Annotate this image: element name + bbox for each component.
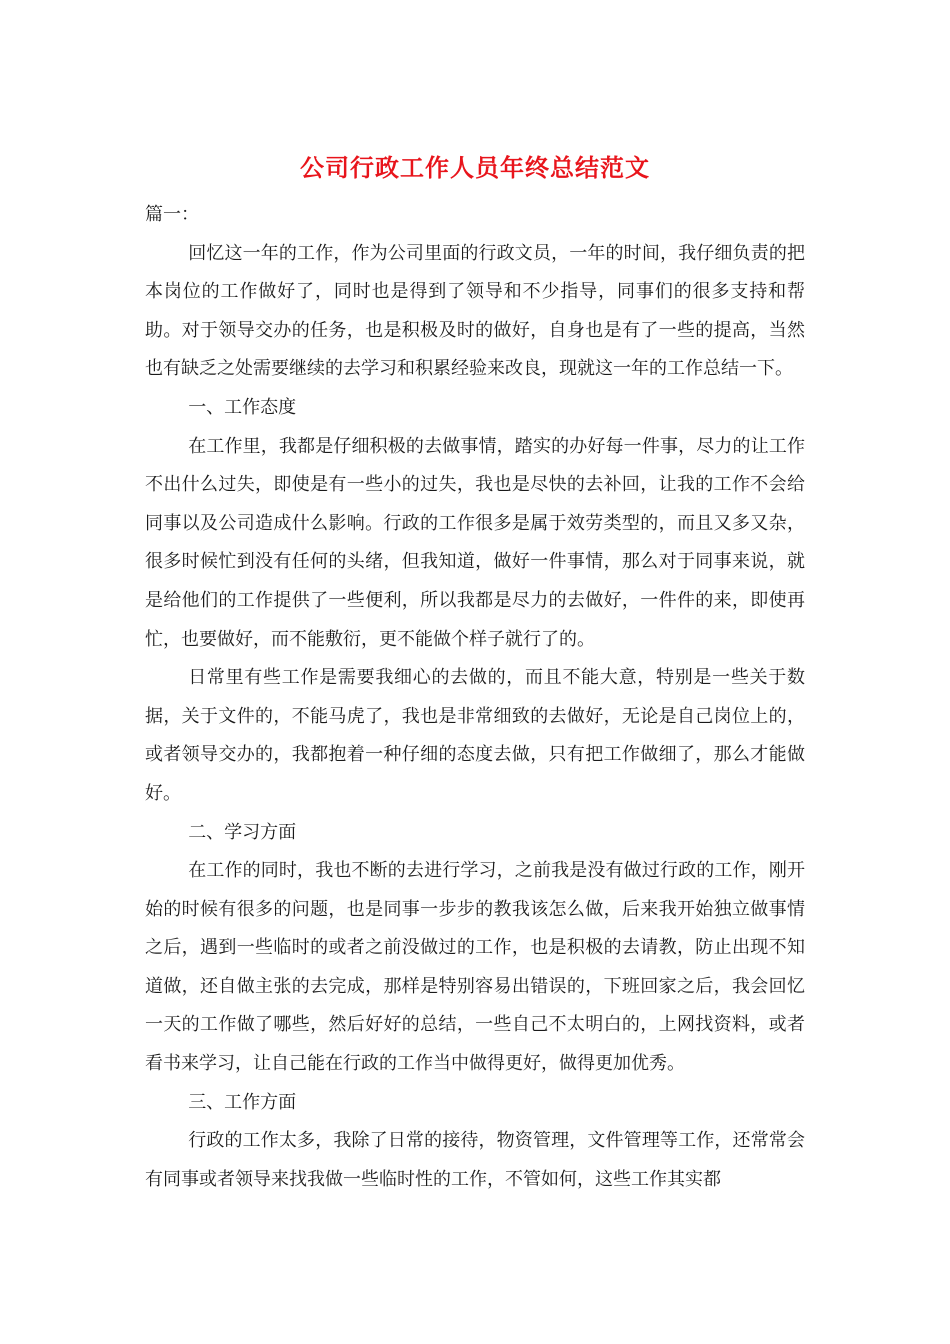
heading-work-aspects: 三、工作方面	[188, 1091, 297, 1113]
paragraph-work-attitude: 在工作里，我都是仔细积极的去做事情，踏实的办好每一件事，尽力的让工作不出什么过失，即使是有一些小的过失，我也是尽快的去补回，让我的工作不会给同事以及公司造成什么影响。行政的工作很多是属于效劳类型的，而且又多又杂，很多时候忙到没有任何的头绪，但我知道，做好一件事情，那么对于同事来说，就是给他们的工作提供了一些便利，所以我都是尽力的去做好，一件件的来，即使再忙，也要做好，而不能敷衍，更不能做个样子就行了的。	[145, 435, 805, 650]
paragraph-intro: 回忆这一年的工作，作为公司里面的行政文员，一年的时间，我仔细负责的把本岗位的工作做好了，同时也是得到了领导和不少指导，同事们的很多支持和帮助。对于领导交办的任务，也是积极及时的做好，自身也是有了一些的提高，当然也有缺乏之处需要继续的去学习和积累经验来改良，现就这一年的工作总结一下。	[145, 242, 805, 380]
document-body	[145, 196, 805, 1199]
paragraph-work-aspects: 行政的工作太多，我除了日常的接待，物资管理，文件管理等工作，还常常会有同事或者领导来找我做一些临时性的工作，不管如何，这些工作其实都	[145, 1130, 805, 1190]
paragraph-learning: 在工作的同时，我也不断的去进行学习，之前我是没有做过行政的工作，刚开始的时候有很多的问题，也是同事一步步的教我该怎么做，后来我开始独立做事情之后，遇到一些临时的或者之前没做过的工作，也是积极的去请教，防止出现不知道做，还自做主张的去完成，那样是特别容易出错误的，下班回家之后，我会回忆一天的工作做了哪些，然后好好的总结，一些自己不太明白的，上网找资料，或者看书来学习，让自己能在行政的工作当中做得更好，做得更加优秀。	[145, 860, 805, 1075]
section-label: 篇一：	[145, 204, 199, 225]
document-title: 公司行政工作人员年终总结范文	[300, 153, 650, 182]
heading-learning: 二、学习方面	[188, 821, 297, 843]
paragraph-daily-work: 日常里有些工作是需要我细心的去做的，而且不能大意，特别是一些关于数据，关于文件的，不能马虎了，我也是非常细致的去做好，无论是自己岗位上的，或者领导交办的，我都抱着一种仔细的态度去做，只有把工作做细了，那么才能做好。	[145, 667, 805, 804]
heading-work-attitude: 一、工作态度	[188, 396, 297, 418]
